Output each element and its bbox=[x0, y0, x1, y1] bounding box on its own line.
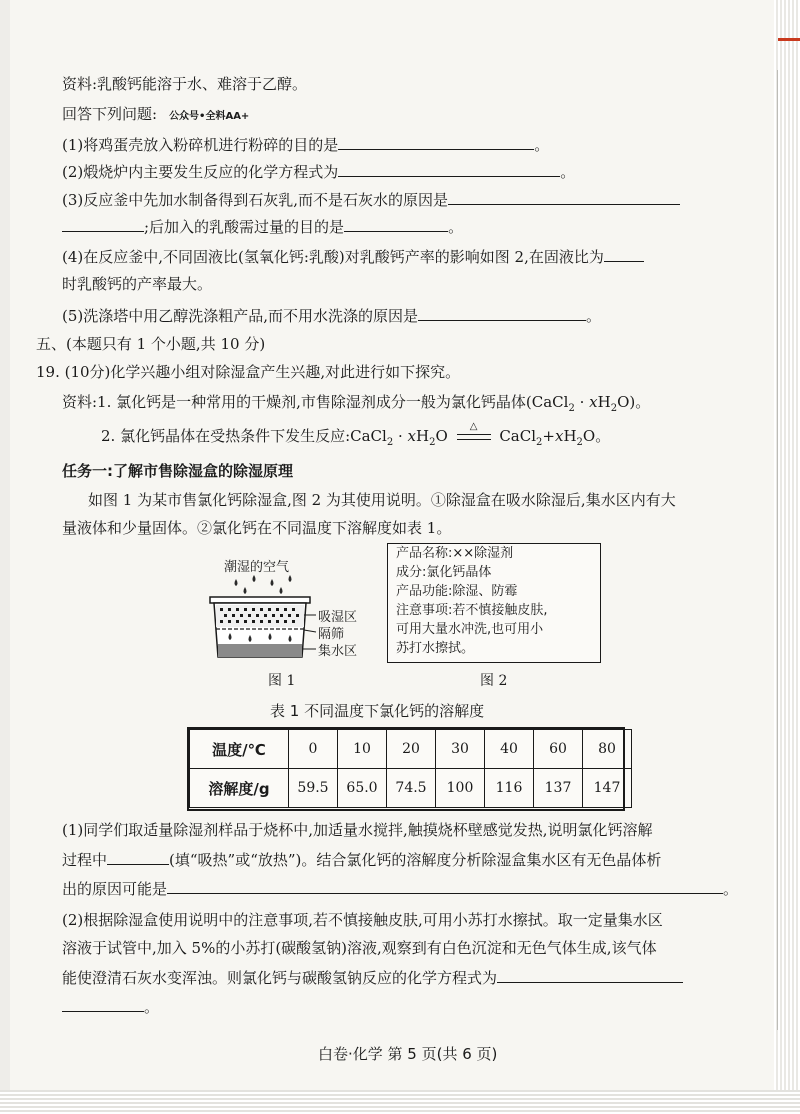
question-5: (5)洗涤塔中用乙醇洗涤粗产品,而不用水洗涤的原因是 。 bbox=[62, 307, 602, 325]
prompt-text: 回答下列问题: bbox=[62, 105, 158, 123]
gutter-line bbox=[777, 70, 778, 1030]
row-header: 溶解度/g bbox=[190, 769, 289, 808]
answer-blank[interactable] bbox=[344, 216, 448, 232]
answer-blank[interactable] bbox=[338, 161, 560, 177]
part-1-text-2: (填“吸热”或“放热”)。结合氯化钙的溶解度分析除湿盒集水区有无色晶体析 bbox=[169, 851, 662, 869]
instruction-line: 成分:氯化钙晶体 bbox=[396, 565, 492, 580]
answer-blank[interactable] bbox=[448, 189, 680, 205]
table-title: 表 1 不同温度下氯化钙的溶解度 bbox=[270, 702, 485, 720]
page-edge bbox=[0, 0, 10, 1114]
answer-blank[interactable] bbox=[167, 878, 723, 894]
row-header: 温度/℃ bbox=[190, 730, 289, 769]
reference-1: 资料:1. 氯化钙是一种常用的干燥剂,市售除湿剂成分一般为氯化钙晶体(CaCl$_2$ · $xH_2O$)。 bbox=[62, 393, 651, 414]
part-1-text-3: 出的原因可能是 bbox=[62, 880, 168, 898]
instruction-line: 可用大量水冲洗,也可用小 bbox=[396, 622, 544, 637]
part-1-line bbox=[62, 849, 661, 870]
part-2-line: 溶液于试管中,加入 5%的小苏打(碳酸氢钠)溶液,观察到有白色沉淀和无色气体生成,该气体 bbox=[62, 939, 657, 957]
question-19: 19. (10分)化学兴趣小组对除湿盒产生兴趣,对此进行如下探究。 bbox=[36, 363, 461, 381]
question-4 bbox=[62, 246, 644, 267]
answer-blank[interactable] bbox=[107, 849, 169, 865]
question-4-text: (4)在反应釜中,不同固液比(氢氧化钙:乳酸)对乳酸钙产率的影响如图 2,在固液比为 bbox=[62, 248, 604, 266]
brand-mark: 公众号•全料AA+ bbox=[169, 111, 250, 122]
table-cell: 40 bbox=[485, 730, 534, 769]
figure-2-instructions bbox=[387, 543, 601, 663]
solubility-table bbox=[189, 729, 632, 808]
answer-blank[interactable] bbox=[497, 967, 683, 983]
table-cell: 60 bbox=[534, 730, 583, 769]
answer-blank[interactable] bbox=[418, 305, 586, 321]
table-cell: 20 bbox=[387, 730, 436, 769]
table-cell: 30 bbox=[436, 730, 485, 769]
table-row bbox=[190, 769, 632, 808]
answer-blank[interactable] bbox=[338, 134, 534, 150]
answer-blank[interactable] bbox=[62, 216, 144, 232]
question-2: (2)煅烧炉内主要发生反应的化学方程式为 。 bbox=[62, 163, 576, 181]
figure-1-label: 集水区 bbox=[318, 644, 358, 659]
part-2-line: 。 bbox=[62, 996, 159, 1017]
part-2-line bbox=[62, 967, 683, 988]
part-2-text: 能使澄清石灰水变浑浊。则氯化钙与碳酸氢钠反应的化学方程式为 bbox=[62, 969, 498, 987]
table-cell: 10 bbox=[338, 730, 387, 769]
question-4-cont: 时乳酸钙的产率最大。 bbox=[62, 275, 213, 293]
figure-1-label: 吸湿区 bbox=[318, 610, 358, 625]
answer-blank[interactable] bbox=[604, 246, 644, 262]
table-cell: 116 bbox=[485, 769, 534, 808]
question-3-text: (3)反应釜中先加水制备得到石灰乳,而不是石灰水的原因是 bbox=[62, 191, 449, 209]
table-cell: 80 bbox=[583, 730, 632, 769]
instruction-line: 产品功能:除湿、防霉 bbox=[396, 584, 518, 599]
part-1-line: (1)同学们取适量除湿剂样品于烧杯中,加适量水搅拌,触摸烧杯壁感觉发热,说明氯化钙溶解 bbox=[62, 821, 653, 839]
table-cell: 65.0 bbox=[338, 769, 387, 808]
section-heading: 五、(本题只有 1 个小题,共 10 分) bbox=[36, 335, 266, 353]
figure-1-label: 隔筛 bbox=[318, 627, 345, 642]
question-5-text: (5)洗涤塔中用乙醇洗涤粗产品,而不用水洗涤的原因是 bbox=[62, 307, 419, 325]
table-cell: 74.5 bbox=[387, 769, 436, 808]
intro-line: 量液体和少量固体。②氯化钙在不同温度下溶解度如表 1。 bbox=[62, 519, 452, 537]
page-footer: 白卷·化学 第 5 页(共 6 页) bbox=[318, 1045, 498, 1063]
question-3 bbox=[62, 189, 680, 210]
figure-1-caption: 图 1 bbox=[268, 673, 296, 689]
question-3-cont: ;后加入的乳酸需过量的目的是 。 bbox=[62, 216, 463, 237]
instruction-line: 苏打水擦拭。 bbox=[396, 641, 475, 656]
question-2-text: (2)煅烧炉内主要发生反应的化学方程式为 bbox=[62, 163, 339, 181]
figure-2-caption: 图 2 bbox=[480, 673, 508, 689]
table-cell: 100 bbox=[436, 769, 485, 808]
margin-mark bbox=[778, 38, 800, 41]
instruction-line: 注意事项:若不慎接触皮肤, bbox=[396, 603, 548, 618]
reference-1-text: 资料:1. 氯化钙是一种常用的干燥剂,市售除湿剂成分一般为氯化钙晶体(CaCl bbox=[62, 393, 569, 411]
reference-1-end: O)。 bbox=[617, 393, 651, 411]
figure-1-title: 潮湿的空气 bbox=[224, 560, 290, 575]
question-1: (1)将鸡蛋壳放入粉碎机进行粉碎的目的是 。 bbox=[62, 136, 550, 154]
table-cell: 147 bbox=[583, 769, 632, 808]
reference-2-text: 2. 氯化钙晶体在受热条件下发生反应:CaCl bbox=[101, 427, 387, 445]
task-heading: 任务一:了解市售除湿盒的除湿原理 bbox=[62, 462, 294, 480]
reference-note: 资料:乳酸钙能溶于水、难溶于乙醇。 bbox=[62, 75, 308, 93]
instruction-line: 产品名称:××除湿剂 bbox=[396, 546, 514, 561]
table-cell: 137 bbox=[534, 769, 583, 808]
intro-line: 如图 1 为某市售氯化钙除湿盒,图 2 为其使用说明。①除湿盒在吸水除湿后,集水区内有大 bbox=[88, 491, 676, 509]
part-2-line: (2)根据除湿盒使用说明中的注意事项,若不慎接触皮肤,可用小苏打水擦拭。取一定量集水区 bbox=[62, 911, 663, 929]
table-row bbox=[190, 730, 632, 769]
page-edge bbox=[0, 1090, 800, 1114]
table-cell: 59.5 bbox=[289, 769, 338, 808]
reference-2: 2. 氯化钙晶体在受热条件下发生反应:CaCl$_2$ · $xH_2O$ △ $CaCl_2+xH_2O$。 bbox=[101, 421, 611, 448]
heat-arrow: △ bbox=[453, 426, 495, 446]
part-1-text: 过程中 bbox=[62, 851, 108, 869]
answer-blank[interactable] bbox=[62, 996, 144, 1012]
table-cell: 0 bbox=[289, 730, 338, 769]
answer-prompt bbox=[62, 104, 249, 127]
question-1-text: (1)将鸡蛋壳放入粉碎机进行粉碎的目的是 bbox=[62, 136, 339, 154]
part-1-line: 出的原因可能是 。 bbox=[62, 880, 739, 898]
question-3-text-2: ;后加入的乳酸需过量的目的是 bbox=[144, 218, 345, 236]
